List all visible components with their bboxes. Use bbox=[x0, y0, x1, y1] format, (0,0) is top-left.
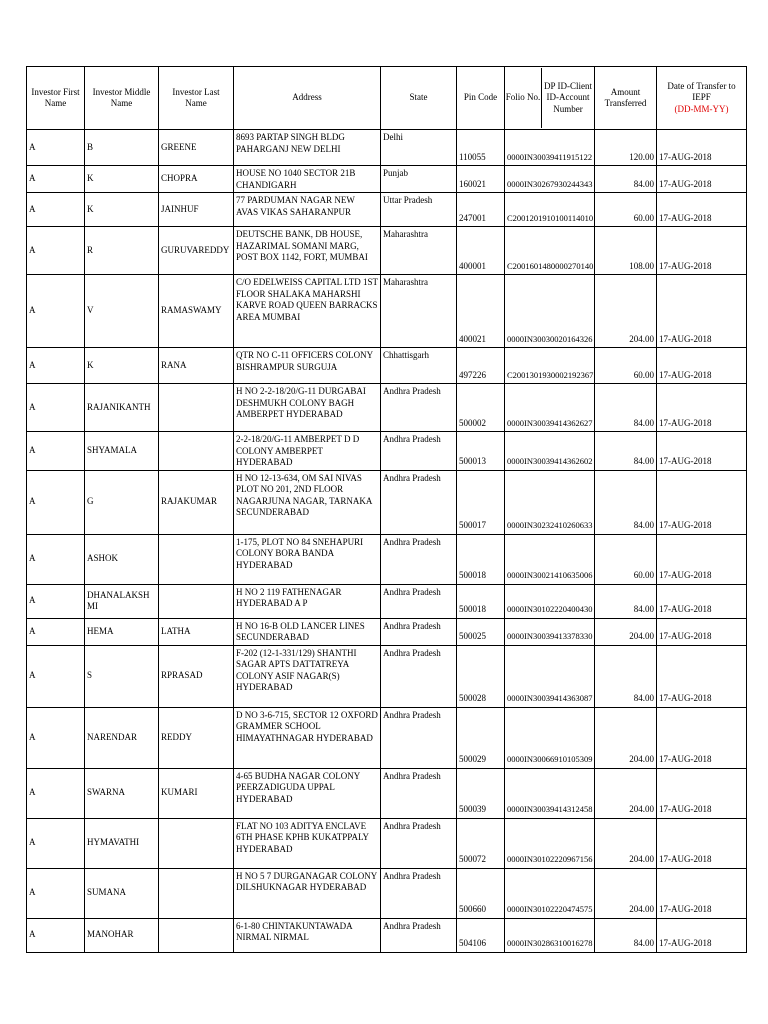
cell-address: H NO 2 119 FATHENAGAR HYDERABAD A P bbox=[234, 584, 381, 618]
cell-address: DEUTSCHE BANK, DB HOUSE, HAZARIMAL SOMANI MARG, POST BOX 1142, FORT, MUMBAI bbox=[234, 227, 381, 275]
cell-pin-code: 110055 bbox=[457, 130, 505, 166]
table-row bbox=[27, 868, 747, 918]
cell-amount: 60.00 bbox=[595, 193, 657, 227]
table-row bbox=[27, 918, 747, 952]
cell-last-name: KUMARI bbox=[159, 768, 234, 818]
cell-state: Punjab bbox=[381, 166, 457, 193]
cell-amount: 84.00 bbox=[595, 384, 657, 432]
cell-amount: 84.00 bbox=[595, 166, 657, 193]
cell-state: Andhra Pradesh bbox=[381, 645, 457, 707]
cell-last-name bbox=[159, 918, 234, 952]
cell-transfer-date: 17-AUG-2018 bbox=[657, 130, 747, 166]
table-row bbox=[27, 166, 747, 193]
cell-pin-code: 500072 bbox=[457, 818, 505, 868]
cell-amount: 120.00 bbox=[595, 130, 657, 166]
cell-last-name: RPRASAD bbox=[159, 645, 234, 707]
table-row bbox=[27, 193, 747, 227]
cell-middle-name: SHYAMALA bbox=[85, 432, 159, 471]
cell-last-name: JAINHUF bbox=[159, 193, 234, 227]
cell-amount: 204.00 bbox=[595, 618, 657, 645]
cell-pin-code: 500002 bbox=[457, 384, 505, 432]
cell-folio-number: 0000IN30102220400430 bbox=[505, 584, 595, 618]
cell-transfer-date: 17-AUG-2018 bbox=[657, 432, 747, 471]
cell-folio-number: 0000IN30102220967156 bbox=[505, 818, 595, 868]
header-folio-dpid bbox=[505, 67, 595, 130]
table-row bbox=[27, 130, 747, 166]
cell-middle-name: B bbox=[85, 130, 159, 166]
cell-last-name: RAJAKUMAR bbox=[159, 470, 234, 534]
cell-folio-number: 0000IN30039414312458 bbox=[505, 768, 595, 818]
table-row bbox=[27, 645, 747, 707]
cell-transfer-date: 17-AUG-2018 bbox=[657, 534, 747, 584]
cell-folio-number: 0000IN30039414362602 bbox=[505, 432, 595, 471]
cell-first-name: A bbox=[27, 918, 85, 952]
cell-address: H NO 16-B OLD LANCER LINES SECUNDERABAD bbox=[234, 618, 381, 645]
cell-state: Andhra Pradesh bbox=[381, 470, 457, 534]
cell-state: Chhattisgarh bbox=[381, 348, 457, 384]
table-row bbox=[27, 618, 747, 645]
cell-address: C/O EDELWEISS CAPITAL LTD 1ST FLOOR SHALAKA MAHARSHI KARVE ROAD QUEEN BARRACKS AREA MUMBAI bbox=[234, 275, 381, 348]
cell-folio-number: 0000IN30286310016278 bbox=[505, 918, 595, 952]
cell-address: 77 PARDUMAN NAGAR NEW AVAS VIKAS SAHARANPUR bbox=[234, 193, 381, 227]
cell-address: FLAT NO 103 ADITYA ENCLAVE 6TH PHASE KPHB KUKATPPALY HYDERABAD bbox=[234, 818, 381, 868]
cell-folio-number: 0000IN30066910105309 bbox=[505, 707, 595, 768]
cell-amount: 204.00 bbox=[595, 768, 657, 818]
cell-amount: 108.00 bbox=[595, 227, 657, 275]
cell-folio-number: 0000IN30267930244343 bbox=[505, 166, 595, 193]
cell-first-name: A bbox=[27, 618, 85, 645]
cell-last-name bbox=[159, 868, 234, 918]
cell-amount: 84.00 bbox=[595, 645, 657, 707]
cell-pin-code: 400021 bbox=[457, 275, 505, 348]
cell-address: H NO 2-2-18/20/G-11 DURGABAI DESHMUKH COLONY BAGH AMBERPET HYDERABAD bbox=[234, 384, 381, 432]
cell-transfer-date: 17-AUG-2018 bbox=[657, 868, 747, 918]
cell-state: Andhra Pradesh bbox=[381, 868, 457, 918]
cell-last-name bbox=[159, 432, 234, 471]
cell-transfer-date: 17-AUG-2018 bbox=[657, 275, 747, 348]
cell-last-name bbox=[159, 584, 234, 618]
header-date-label: Date of Transfer to IEPF bbox=[667, 80, 736, 103]
cell-first-name: A bbox=[27, 193, 85, 227]
cell-address: F-202 (12-1-331/129) SHANTHI SAGAR APTS DATTATREYA COLONY ASIF NAGAR(S) HYDERABAD bbox=[234, 645, 381, 707]
cell-transfer-date: 17-AUG-2018 bbox=[657, 918, 747, 952]
cell-transfer-date: 17-AUG-2018 bbox=[657, 584, 747, 618]
cell-amount: 204.00 bbox=[595, 818, 657, 868]
cell-transfer-date: 17-AUG-2018 bbox=[657, 707, 747, 768]
cell-pin-code: 500018 bbox=[457, 584, 505, 618]
header-date bbox=[657, 67, 747, 130]
cell-first-name: A bbox=[27, 432, 85, 471]
cell-state: Uttar Pradesh bbox=[381, 193, 457, 227]
cell-state: Andhra Pradesh bbox=[381, 918, 457, 952]
cell-transfer-date: 17-AUG-2018 bbox=[657, 818, 747, 868]
cell-last-name: CHOPRA bbox=[159, 166, 234, 193]
cell-folio-number: C2001301930002192367 bbox=[505, 348, 595, 384]
cell-amount: 84.00 bbox=[595, 584, 657, 618]
cell-pin-code: 500028 bbox=[457, 645, 505, 707]
cell-folio-number: 0000IN30039413378330 bbox=[505, 618, 595, 645]
table-row bbox=[27, 768, 747, 818]
cell-state: Andhra Pradesh bbox=[381, 384, 457, 432]
cell-middle-name: HEMA bbox=[85, 618, 159, 645]
cell-state: Maharashtra bbox=[381, 275, 457, 348]
table-row bbox=[27, 384, 747, 432]
header-pin-code: Pin Code bbox=[457, 67, 505, 130]
table-row bbox=[27, 348, 747, 384]
cell-pin-code: 500029 bbox=[457, 707, 505, 768]
cell-first-name: A bbox=[27, 645, 85, 707]
cell-address: 4-65 BUDHA NAGAR COLONY PEERZADIGUDA UPPAL HYDERABAD bbox=[234, 768, 381, 818]
cell-last-name: GURUVAREDDY bbox=[159, 227, 234, 275]
cell-address: H NO 12-13-634, OM SAI NIVAS PLOT NO 201, 2ND FLOOR NAGARJUNA NAGAR, TARNAKA SECUNDERABAD bbox=[234, 470, 381, 534]
cell-first-name: A bbox=[27, 470, 85, 534]
cell-last-name bbox=[159, 384, 234, 432]
table-row bbox=[27, 275, 747, 348]
cell-middle-name: K bbox=[85, 193, 159, 227]
cell-amount: 204.00 bbox=[595, 275, 657, 348]
cell-amount: 84.00 bbox=[595, 918, 657, 952]
cell-first-name: A bbox=[27, 275, 85, 348]
cell-middle-name: RAJANIKANTH bbox=[85, 384, 159, 432]
cell-first-name: A bbox=[27, 130, 85, 166]
table-row bbox=[27, 227, 747, 275]
cell-folio-number: 0000IN30039414363087 bbox=[505, 645, 595, 707]
cell-first-name: A bbox=[27, 384, 85, 432]
cell-state: Delhi bbox=[381, 130, 457, 166]
cell-folio-number: 0000IN30232410260633 bbox=[505, 470, 595, 534]
table-row bbox=[27, 470, 747, 534]
cell-pin-code: 500018 bbox=[457, 534, 505, 584]
cell-state: Andhra Pradesh bbox=[381, 584, 457, 618]
cell-state: Andhra Pradesh bbox=[381, 534, 457, 584]
cell-address: H NO 5 7 DURGANAGAR COLONY DILSHUKNAGAR HYDERABAD bbox=[234, 868, 381, 918]
cell-address: 6-1-80 CHINTAKUNTAWADA NIRMAL NIRMAL bbox=[234, 918, 381, 952]
cell-state: Andhra Pradesh bbox=[381, 432, 457, 471]
cell-transfer-date: 17-AUG-2018 bbox=[657, 618, 747, 645]
cell-transfer-date: 17-AUG-2018 bbox=[657, 768, 747, 818]
header-address: Address bbox=[234, 67, 381, 130]
cell-pin-code: 400001 bbox=[457, 227, 505, 275]
table-row bbox=[27, 534, 747, 584]
cell-first-name: A bbox=[27, 818, 85, 868]
cell-pin-code: 500039 bbox=[457, 768, 505, 818]
cell-last-name bbox=[159, 818, 234, 868]
header-state: State bbox=[381, 67, 457, 130]
cell-transfer-date: 17-AUG-2018 bbox=[657, 166, 747, 193]
cell-state: Maharashtra bbox=[381, 227, 457, 275]
cell-pin-code: 504106 bbox=[457, 918, 505, 952]
cell-transfer-date: 17-AUG-2018 bbox=[657, 227, 747, 275]
cell-folio-number: 0000IN30039411915122 bbox=[505, 130, 595, 166]
cell-last-name bbox=[159, 534, 234, 584]
cell-state: Andhra Pradesh bbox=[381, 818, 457, 868]
cell-amount: 204.00 bbox=[595, 707, 657, 768]
cell-transfer-date: 17-AUG-2018 bbox=[657, 645, 747, 707]
cell-middle-name: ASHOK bbox=[85, 534, 159, 584]
cell-middle-name: V bbox=[85, 275, 159, 348]
cell-address: 8693 PARTAP SINGH BLDG PAHARGANJ NEW DELHI bbox=[234, 130, 381, 166]
cell-middle-name: K bbox=[85, 166, 159, 193]
cell-middle-name: SUMANA bbox=[85, 868, 159, 918]
cell-middle-name: NARENDAR bbox=[85, 707, 159, 768]
header-amount: Amount Transferred bbox=[595, 67, 657, 130]
cell-pin-code: 160021 bbox=[457, 166, 505, 193]
cell-middle-name: SWARNA bbox=[85, 768, 159, 818]
cell-address: 2-2-18/20/G-11 AMBERPET D D COLONY AMBERPET HYDERABAD bbox=[234, 432, 381, 471]
cell-amount: 84.00 bbox=[595, 470, 657, 534]
cell-address: HOUSE NO 1040 SECTOR 21B CHANDIGARH bbox=[234, 166, 381, 193]
header-first-name: Investor First Name bbox=[27, 67, 85, 130]
cell-last-name: LATHA bbox=[159, 618, 234, 645]
cell-pin-code: 497226 bbox=[457, 348, 505, 384]
cell-pin-code: 500025 bbox=[457, 618, 505, 645]
cell-address: 1-175, PLOT NO 84 SNEHAPURI COLONY BORA BANDA HYDERABAD bbox=[234, 534, 381, 584]
cell-pin-code: 500013 bbox=[457, 432, 505, 471]
cell-middle-name: R bbox=[85, 227, 159, 275]
cell-middle-name: S bbox=[85, 645, 159, 707]
cell-first-name: A bbox=[27, 348, 85, 384]
cell-middle-name: MANOHAR bbox=[85, 918, 159, 952]
table-row bbox=[27, 584, 747, 618]
cell-first-name: A bbox=[27, 707, 85, 768]
cell-middle-name: G bbox=[85, 470, 159, 534]
cell-folio-number: 0000IN30021410635006 bbox=[505, 534, 595, 584]
header-last-name: Investor Last Name bbox=[159, 67, 234, 130]
cell-last-name: RANA bbox=[159, 348, 234, 384]
cell-first-name: A bbox=[27, 166, 85, 193]
cell-transfer-date: 17-AUG-2018 bbox=[657, 384, 747, 432]
cell-first-name: A bbox=[27, 868, 85, 918]
cell-folio-number: 0000IN30102220474575 bbox=[505, 868, 595, 918]
cell-last-name: REDDY bbox=[159, 707, 234, 768]
cell-folio-number: C2001201910100114010 bbox=[505, 193, 595, 227]
header-dp-id: DP ID-Client ID-Account Number bbox=[544, 80, 592, 114]
cell-middle-name: K bbox=[85, 348, 159, 384]
header-folio: Folio No. bbox=[505, 68, 542, 128]
header-middle-name: Investor Middle Name bbox=[85, 67, 159, 130]
table-row bbox=[27, 818, 747, 868]
cell-first-name: A bbox=[27, 584, 85, 618]
iepf-transfer-table bbox=[26, 66, 747, 953]
cell-last-name: GREENE bbox=[159, 130, 234, 166]
cell-transfer-date: 17-AUG-2018 bbox=[657, 348, 747, 384]
cell-state: Andhra Pradesh bbox=[381, 618, 457, 645]
cell-state: Andhra Pradesh bbox=[381, 768, 457, 818]
cell-last-name: RAMASWAMY bbox=[159, 275, 234, 348]
cell-folio-number: C2001601480000270140 bbox=[505, 227, 595, 275]
cell-transfer-date: 17-AUG-2018 bbox=[657, 470, 747, 534]
table-row bbox=[27, 432, 747, 471]
table-header-row bbox=[27, 67, 747, 130]
cell-middle-name: DHANALAKSHMI bbox=[85, 584, 159, 618]
cell-address: D NO 3-6-715, SECTOR 12 OXFORD GRAMMER SCHOOL HIMAYATHNAGAR HYDERABAD bbox=[234, 707, 381, 768]
header-date-format: (DD-MM-YY) bbox=[674, 103, 729, 114]
cell-transfer-date: 17-AUG-2018 bbox=[657, 193, 747, 227]
cell-first-name: A bbox=[27, 768, 85, 818]
cell-first-name: A bbox=[27, 534, 85, 584]
cell-first-name: A bbox=[27, 227, 85, 275]
cell-pin-code: 247001 bbox=[457, 193, 505, 227]
cell-pin-code: 500660 bbox=[457, 868, 505, 918]
table-row bbox=[27, 707, 747, 768]
cell-middle-name: HYMAVATHI bbox=[85, 818, 159, 868]
cell-pin-code: 500017 bbox=[457, 470, 505, 534]
cell-amount: 204.00 bbox=[595, 868, 657, 918]
cell-state: Andhra Pradesh bbox=[381, 707, 457, 768]
cell-folio-number: 0000IN30039414362627 bbox=[505, 384, 595, 432]
cell-amount: 84.00 bbox=[595, 432, 657, 471]
cell-folio-number: 0000IN30030020164326 bbox=[505, 275, 595, 348]
cell-address: QTR NO C-11 OFFICERS COLONY BISHRAMPUR SURGUJA bbox=[234, 348, 381, 384]
cell-amount: 60.00 bbox=[595, 534, 657, 584]
cell-amount: 60.00 bbox=[595, 348, 657, 384]
